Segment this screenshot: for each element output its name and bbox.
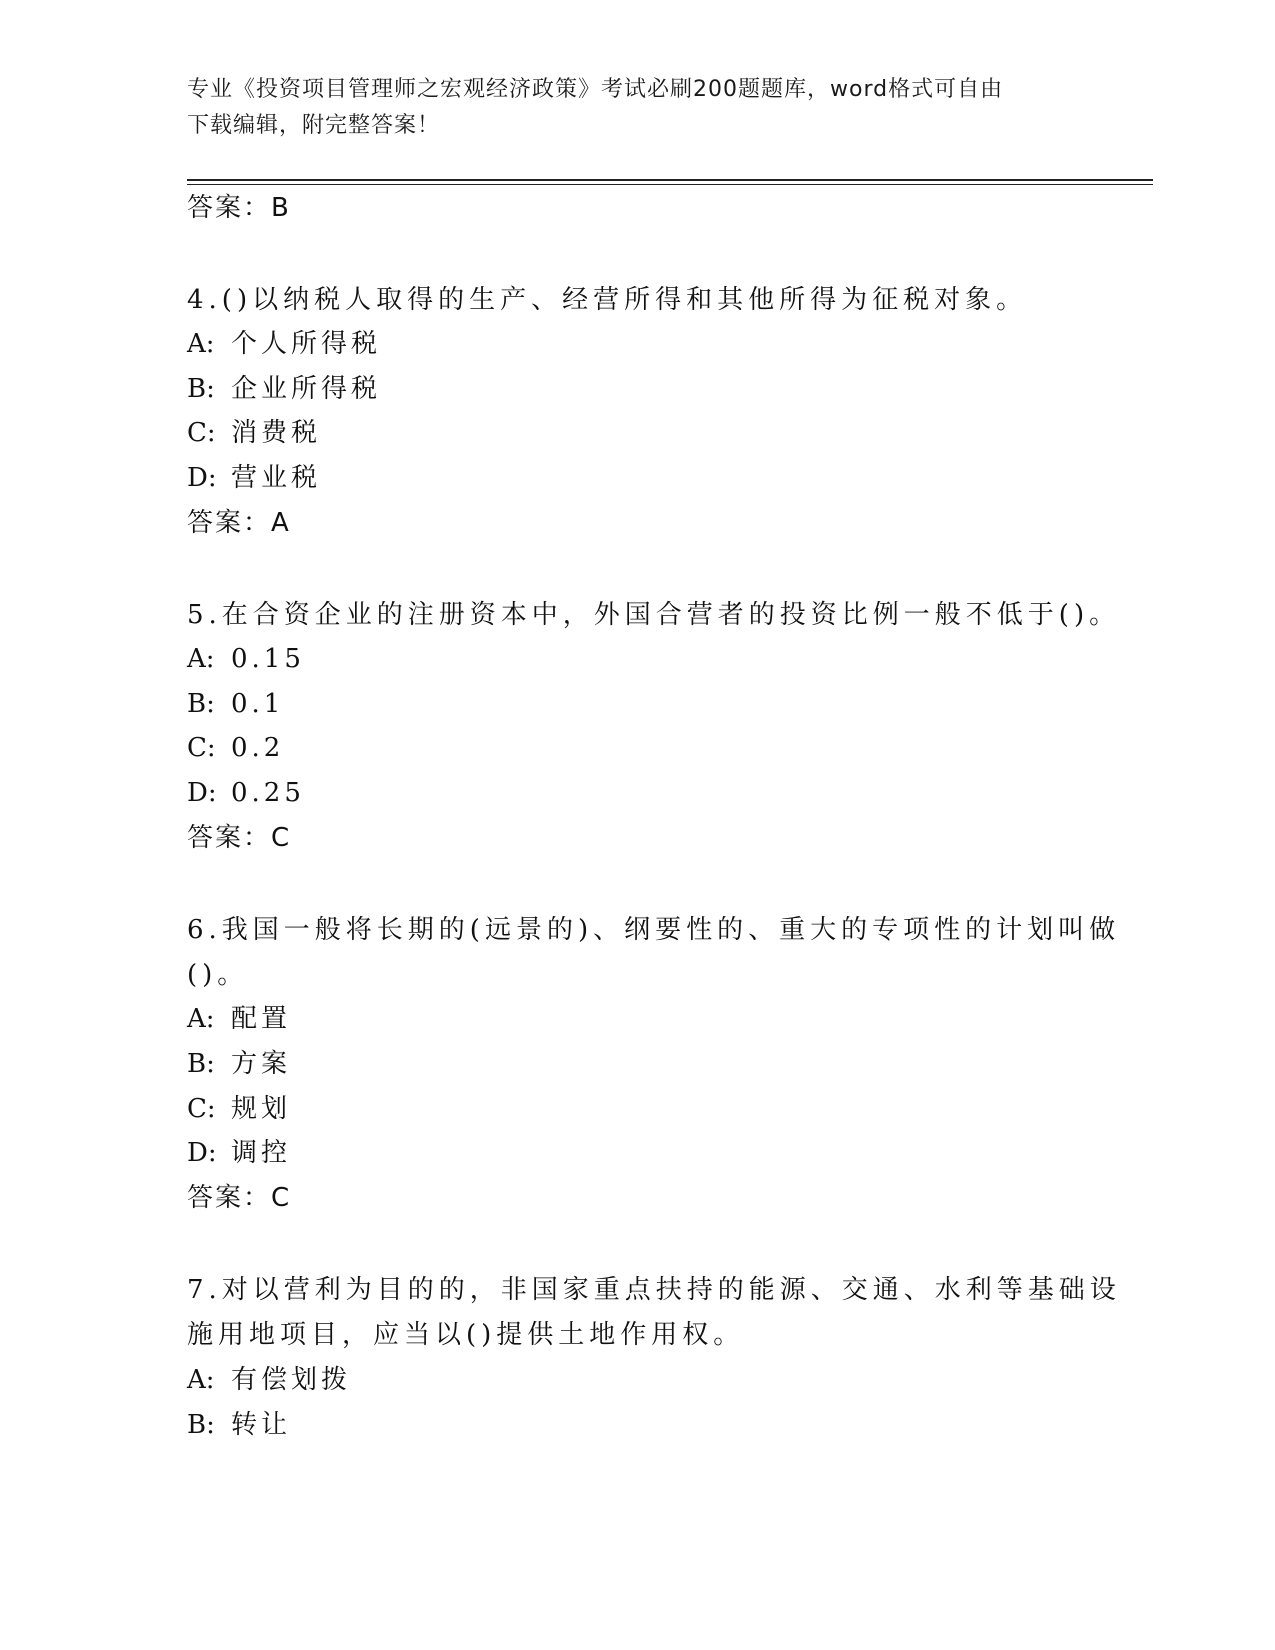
question-5-option-d (187, 776, 305, 810)
header-divider-thick (187, 179, 1153, 181)
question-4-option-b (187, 372, 381, 406)
question-7-stem-line-2: 施用地项目，应当以()提供土地作用权。 (187, 1320, 745, 1350)
option-text: 调控 (231, 1138, 292, 1168)
option-label: C: (187, 418, 216, 448)
option-label: B: (187, 1049, 215, 1079)
question-6-answer: 答案：C (187, 1183, 292, 1213)
option-text: 方案 (231, 1049, 292, 1079)
question-4-option-c (187, 416, 321, 450)
question-4-option-d (187, 461, 321, 495)
option-text: 0.2 (231, 733, 285, 763)
option-label: D: (187, 463, 217, 493)
option-text: 企业所得税 (231, 374, 382, 404)
option-label: A: (187, 644, 215, 674)
option-label: A: (187, 1004, 215, 1034)
question-6-stem-line-2: ()。 (187, 960, 249, 990)
option-label: C: (187, 733, 216, 763)
option-label: D: (187, 1138, 217, 1168)
question-7-option-a (187, 1363, 351, 1397)
option-text: 配置 (231, 1004, 292, 1034)
option-label: B: (187, 374, 215, 404)
question-5-stem: 5.在合资企业的注册资本中，外国合营者的投资比例一般不低于()。 (187, 600, 1121, 630)
question-4-stem: 4.()以纳税人取得的生产、经营所得和其他所得为征税对象。 (187, 285, 1028, 315)
question-4-answer: 答案：A (187, 508, 291, 538)
option-text: 消费税 (231, 418, 322, 448)
question-4-option-a (187, 327, 381, 361)
option-label: C: (187, 1094, 216, 1124)
option-text: 规划 (231, 1094, 292, 1124)
option-text: 有偿划拨 (231, 1365, 352, 1395)
option-text: 个人所得税 (231, 329, 382, 359)
option-text: 0.25 (231, 778, 305, 808)
prev-answer: 答案：B (187, 193, 291, 223)
option-text: 0.1 (231, 689, 285, 719)
question-6-option-a (187, 1002, 291, 1036)
question-6-stem-line-1: 6.我国一般将长期的(远景的)、纲要性的、重大的专项性的计划叫做 (187, 915, 1121, 945)
question-5-option-a (187, 642, 305, 676)
header-divider-thin (187, 184, 1153, 185)
option-label: B: (187, 1410, 215, 1440)
question-5-option-c (187, 731, 284, 765)
option-label: D: (187, 778, 217, 808)
question-5-option-b (187, 687, 284, 721)
question-6-option-b (187, 1047, 291, 1081)
option-label: A: (187, 1365, 215, 1395)
question-6-option-c (187, 1092, 291, 1126)
header-line-1: 专业《投资项目管理师之宏观经济政策》考试必刷200题题库，word格式可自由 (187, 77, 1004, 102)
option-label: B: (187, 689, 215, 719)
question-6-option-d (187, 1136, 291, 1170)
question-5-answer: 答案：C (187, 823, 292, 853)
document-header (187, 72, 1067, 144)
question-7-stem-line-1: 7.对以营利为目的的，非国家重点扶持的能源、交通、水利等基础设 (187, 1275, 1121, 1305)
header-line-2: 下载编辑，附完整答案！ (187, 113, 441, 138)
option-text: 转让 (231, 1410, 292, 1440)
option-text: 营业税 (231, 463, 322, 493)
question-7-option-b (187, 1408, 291, 1442)
option-label: A: (187, 329, 215, 359)
option-text: 0.15 (231, 644, 305, 674)
